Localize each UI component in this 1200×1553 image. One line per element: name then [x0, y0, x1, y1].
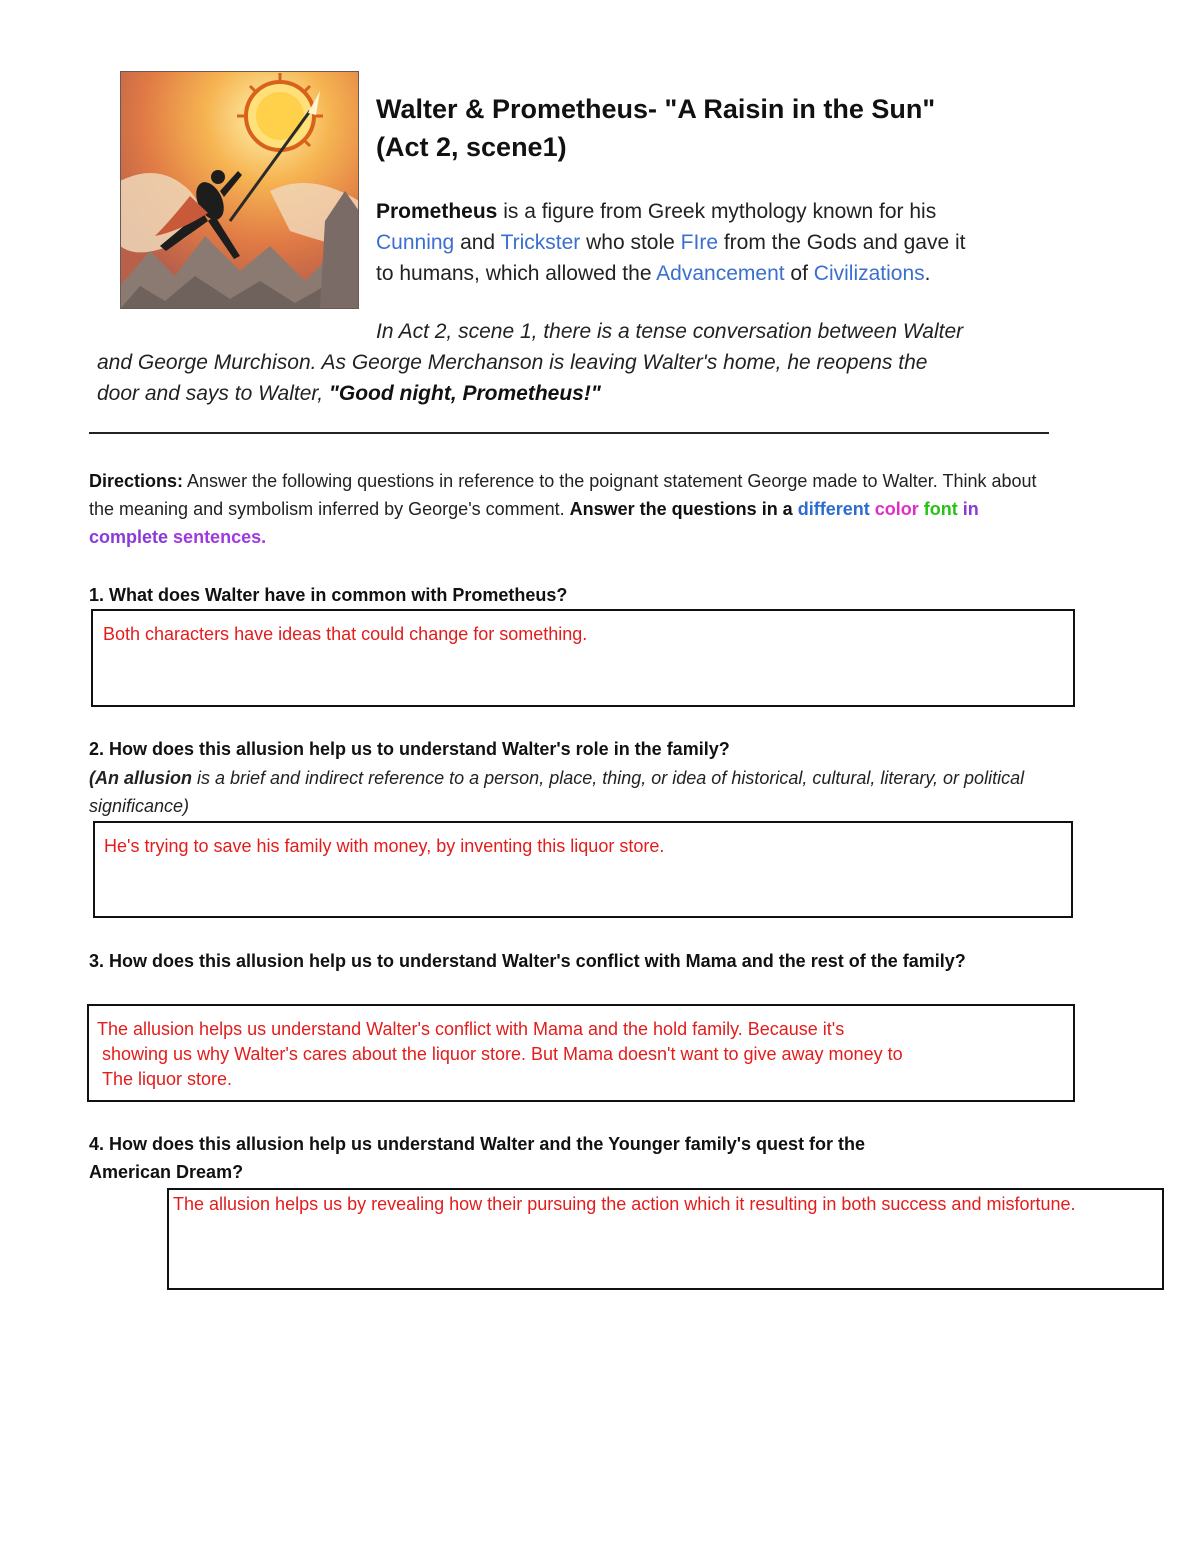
term-trickster: Trickster	[500, 231, 581, 254]
answer-3-line-2: showing us why Walter's cares about the liquor store. But Mama doesn't want to give away money to	[102, 1044, 903, 1064]
word-color: color	[874, 499, 919, 519]
question-3: 3. How does this allusion help us to understand Walter's conflict with Mama and the rest of the family?	[89, 951, 966, 971]
question-4	[89, 1130, 1069, 1186]
question-1: 1. What does Walter have in common with Prometheus?	[89, 585, 568, 605]
allusion-text: is a brief and indirect reference to a person, place, thing, or idea of historical, cultural, literary, or political significance)	[89, 768, 1025, 816]
divider	[89, 432, 1049, 434]
word-different: different	[797, 499, 870, 519]
answer-box-1[interactable]	[91, 609, 1075, 707]
word-complete: complete	[89, 527, 169, 547]
allusion-definition	[89, 764, 1049, 820]
answer-4: The allusion helps us by revealing how their pursuing the action which it resulting in both success and misfortune.	[173, 1194, 1076, 1214]
word-font: font	[923, 499, 958, 519]
term-fire: FIre	[680, 231, 719, 254]
scene-quote: "Good night, Prometheus!"	[328, 382, 601, 405]
question-4-line-1: 4. How does this allusion help us understand Walter and the Younger family's quest for the	[89, 1134, 866, 1154]
term-cunning: Cunning	[376, 231, 455, 254]
answer-3-line-1: The allusion helps us understand Walter's conflict with Mama and the hold family. Because it's	[97, 1019, 845, 1039]
answer-box-2[interactable]	[93, 821, 1073, 918]
scene-description	[97, 316, 1057, 409]
answer-3-line-3: The liquor store.	[102, 1069, 233, 1089]
intro-text: and	[454, 231, 501, 254]
scene-line-1: In Act 2, scene 1, there is a tense conversation between Walter	[376, 320, 964, 343]
term-civilizations: Civilizations	[813, 262, 925, 285]
term-advancement: Advancement	[656, 262, 785, 285]
intro-text: to humans, which allowed the	[376, 262, 657, 285]
scene-line-2: and George Murchison. As George Merchanson is leaving Walter's home, he reopens the	[97, 351, 928, 374]
prometheus-intro	[376, 196, 1076, 289]
word-sentences: sentences.	[173, 527, 267, 547]
prometheus-illustration	[120, 71, 359, 309]
allusion-term: (An allusion	[89, 768, 192, 788]
intro-text: from the Gods and gave it	[718, 231, 966, 254]
question-4-line-2: American Dream?	[89, 1162, 244, 1182]
directions-bold: Answer the questions in a	[569, 499, 798, 519]
intro-text: of	[784, 262, 814, 285]
answer-box-3[interactable]	[87, 1004, 1075, 1102]
page-title	[376, 90, 935, 166]
answer-2: He's trying to save his family with money, by inventing this liquor store.	[104, 836, 665, 856]
directions-label: Directions:	[89, 471, 184, 491]
title-line-1: Walter & Prometheus- "A Raisin in the Sun"	[376, 94, 936, 124]
answer-box-4[interactable]	[167, 1188, 1164, 1290]
title-line-2: (Act 2, scene1)	[376, 132, 567, 162]
scene-line-3: door and says to Walter,	[97, 382, 329, 405]
intro-text: is a figure from Greek mythology known for his	[497, 200, 937, 223]
word-in: in	[962, 499, 979, 519]
intro-text: who stole	[580, 231, 681, 254]
answer-1: Both characters have ideas that could change for something.	[103, 624, 588, 644]
directions-text: Answer the following questions in reference to the poignant statement George made to Walter. Think about the meaning and symbolism inferred by George's comment.	[89, 471, 1037, 519]
intro-text: .	[924, 262, 931, 285]
directions	[89, 467, 1049, 551]
term-prometheus: Prometheus	[376, 200, 498, 223]
question-2: 2. How does this allusion help us to understand Walter's role in the family?	[89, 739, 730, 759]
